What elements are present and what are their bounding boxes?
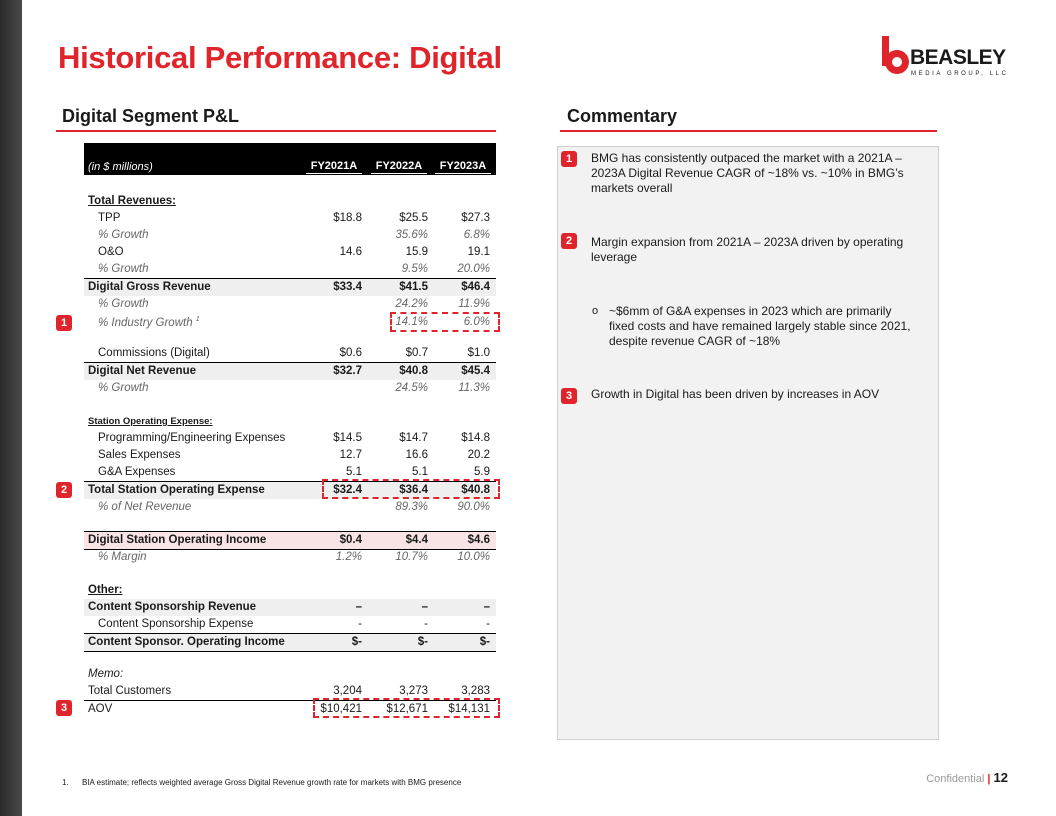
cell: $14,131	[448, 703, 490, 715]
cell: $0.6	[339, 347, 362, 359]
cell: $25.5	[399, 212, 428, 224]
row-label: Memo:	[88, 668, 124, 680]
page-footer	[926, 770, 1008, 785]
cell: 6.8%	[463, 229, 490, 241]
table-row	[84, 296, 496, 313]
company-logo	[880, 34, 1010, 84]
pnl-table	[84, 143, 496, 715]
commentary-section-rule	[560, 130, 937, 132]
cell: 90.0%	[457, 501, 490, 513]
cell: –	[421, 601, 428, 613]
table-row	[84, 666, 496, 683]
row-label: Commissions (Digital)	[98, 347, 210, 359]
cell: 10.7%	[395, 551, 428, 563]
cell: 89.3%	[395, 501, 428, 513]
col-header-fy2023: FY2023A	[435, 160, 491, 174]
cell: $14.5	[333, 432, 362, 444]
row-label: AOV	[88, 703, 113, 715]
cell: $0.4	[339, 534, 362, 546]
table-row	[84, 261, 496, 279]
cell: $27.3	[461, 212, 490, 224]
cell: 20.0%	[457, 263, 490, 275]
table-row	[84, 414, 496, 431]
table-row	[84, 244, 496, 261]
table-row	[84, 227, 496, 244]
commentary-section-title: Commentary	[567, 106, 678, 126]
col-header-fy2021: FY2021A	[306, 160, 362, 174]
cell: –	[483, 601, 490, 613]
row-label: % Growth	[98, 382, 149, 394]
cell: $-	[351, 636, 362, 648]
table-row	[84, 193, 496, 210]
cell: 1.2%	[335, 551, 362, 563]
row-label: Content Sponsor. Operating Income	[88, 636, 285, 648]
row-label: Other:	[88, 584, 123, 596]
row-label: Total Customers	[88, 685, 172, 697]
commentary-subpoint-2: ~$6mm of G&A expenses in 2023 which are primarily fixed costs and have remained largely stable since 2021, despite revenue CAGR of ~18%	[609, 304, 911, 348]
row-label: Total Station Operating Expense	[88, 484, 265, 496]
row-label: % Growth	[98, 298, 149, 310]
cell: 6.0%	[463, 316, 490, 328]
row-label: Station Operating Expense:	[88, 416, 213, 427]
cell: 11.9%	[458, 298, 490, 310]
sub-bullet-icon: o	[592, 305, 599, 317]
commentary-point-2: Margin expansion from 2021A – 2023A driven by operating leverage	[591, 235, 904, 264]
cell: 5.9	[474, 466, 490, 478]
cell: -	[358, 618, 362, 630]
table-row	[84, 582, 496, 599]
cell: $-	[417, 636, 428, 648]
cell: $36.4	[399, 484, 428, 496]
row-label: % of Net Revenue	[98, 501, 192, 513]
row-label: Content Sponsorship Expense	[98, 618, 254, 630]
logo-wordmark: BEASLEY	[910, 46, 1006, 69]
footer-separator: |	[987, 773, 991, 785]
table-row	[84, 380, 496, 397]
table-row	[84, 363, 496, 380]
table-row	[84, 549, 496, 566]
cell: 20.2	[467, 449, 490, 461]
cell: 10.0%	[457, 551, 490, 563]
commentary-badge-1: 1	[561, 151, 577, 167]
page-title: Historical Performance: Digital	[58, 40, 502, 75]
highlight-total-opex	[322, 479, 500, 499]
col-header-fy2022: FY2022A	[371, 160, 427, 174]
footnote-text: BIA estimate; reflects weighted average Gross Digital Revenue growth rate for markets with BMG presence	[82, 778, 462, 787]
cell: $32.4	[333, 484, 362, 496]
cell: 12.7	[339, 449, 362, 461]
cell: 11.3%	[458, 382, 490, 394]
cell: $0.7	[405, 347, 428, 359]
cell: $40.8	[461, 484, 490, 496]
pnl-section-title: Digital Segment P&L	[62, 106, 240, 126]
cell: -	[486, 618, 490, 630]
row-label: Sales Expenses	[98, 449, 181, 461]
highlight-aov	[313, 698, 500, 718]
cell: 16.6	[405, 449, 428, 461]
cell: 14.6	[339, 246, 362, 258]
row-label: O&O	[98, 246, 124, 258]
table-row	[84, 430, 496, 447]
row-label: % Growth	[98, 229, 149, 241]
cell: $40.8	[399, 365, 428, 377]
row-label: % Growth	[98, 263, 149, 275]
row-label: TPP	[98, 212, 121, 224]
cell: 35.6%	[395, 229, 428, 241]
row-label: Total Revenues:	[88, 195, 176, 207]
table-row	[84, 279, 496, 296]
row-label: Digital Station Operating Income	[88, 534, 267, 546]
cell: $-	[479, 636, 490, 648]
row-label: Digital Net Revenue	[88, 365, 196, 377]
table-row	[84, 447, 496, 464]
cell: $46.4	[461, 281, 490, 293]
cell: $14.7	[399, 432, 428, 444]
table-row	[84, 345, 496, 363]
confidential-label: Confidential	[926, 773, 985, 785]
beasley-logo-icon	[880, 34, 910, 82]
row-label: Programming/Engineering Expenses	[98, 432, 286, 444]
commentary-point-1: BMG has consistently outpaced the market with a 2021A – 2023A Digital Revenue CAGR of ~18% vs. ~10% in BMG’s markets overall	[591, 151, 904, 195]
commentary-point-3: Growth in Digital has been driven by increases in AOV	[591, 387, 880, 401]
table-row	[84, 616, 496, 633]
table-row	[84, 633, 496, 652]
table-row	[84, 210, 496, 227]
highlight-industry-growth	[390, 312, 500, 332]
cell: 5.1	[346, 466, 362, 478]
row-label: G&A Expenses	[98, 466, 176, 478]
table-row	[84, 599, 496, 616]
cell: $12,671	[386, 703, 428, 715]
cell: 9.5%	[401, 263, 428, 275]
cell: $4.6	[467, 534, 490, 546]
cell: $45.4	[461, 365, 490, 377]
cell: 5.1	[412, 466, 428, 478]
row-label: % Industry Growth $^1$	[98, 316, 200, 329]
callout-badge-1: 1	[56, 315, 72, 331]
table-row	[84, 499, 496, 516]
cell: 24.2%	[395, 298, 428, 310]
cell: 3,273	[399, 685, 428, 697]
commentary-badge-2: 2	[561, 233, 577, 249]
row-label: % Margin	[98, 551, 147, 563]
left-edge-bar	[0, 0, 22, 816]
footnote-number: 1.	[62, 778, 69, 787]
callout-badge-3: 3	[56, 700, 72, 716]
cell: –	[355, 601, 362, 613]
cell: $14.8	[461, 432, 490, 444]
cell: $32.7	[333, 365, 362, 377]
unit-label: (in $ millions)	[88, 161, 153, 173]
cell: $41.5	[399, 281, 428, 293]
cell: $4.4	[405, 534, 428, 546]
table-header	[84, 143, 496, 175]
callout-badge-2: 2	[56, 482, 72, 498]
page-number: 12	[993, 770, 1008, 785]
cell: $10,421	[320, 703, 362, 715]
cell: 24.5%	[395, 382, 428, 394]
cell: $18.8	[333, 212, 362, 224]
cell: 3,283	[461, 685, 490, 697]
cell: 3,204	[333, 685, 362, 697]
pnl-section-rule	[56, 130, 496, 132]
cell: -	[424, 618, 428, 630]
cell: 19.1	[467, 246, 490, 258]
row-label: Digital Gross Revenue	[88, 281, 211, 293]
cell: 15.9	[405, 246, 428, 258]
commentary-badge-3: 3	[561, 388, 577, 404]
row-label: Content Sponsorship Revenue	[88, 601, 257, 613]
table-row	[84, 531, 496, 550]
logo-subtext: MEDIA GROUP, LLC	[911, 71, 1009, 77]
cell: 14.1%	[395, 316, 428, 328]
cell: $1.0	[467, 347, 490, 359]
cell: $33.4	[333, 281, 362, 293]
